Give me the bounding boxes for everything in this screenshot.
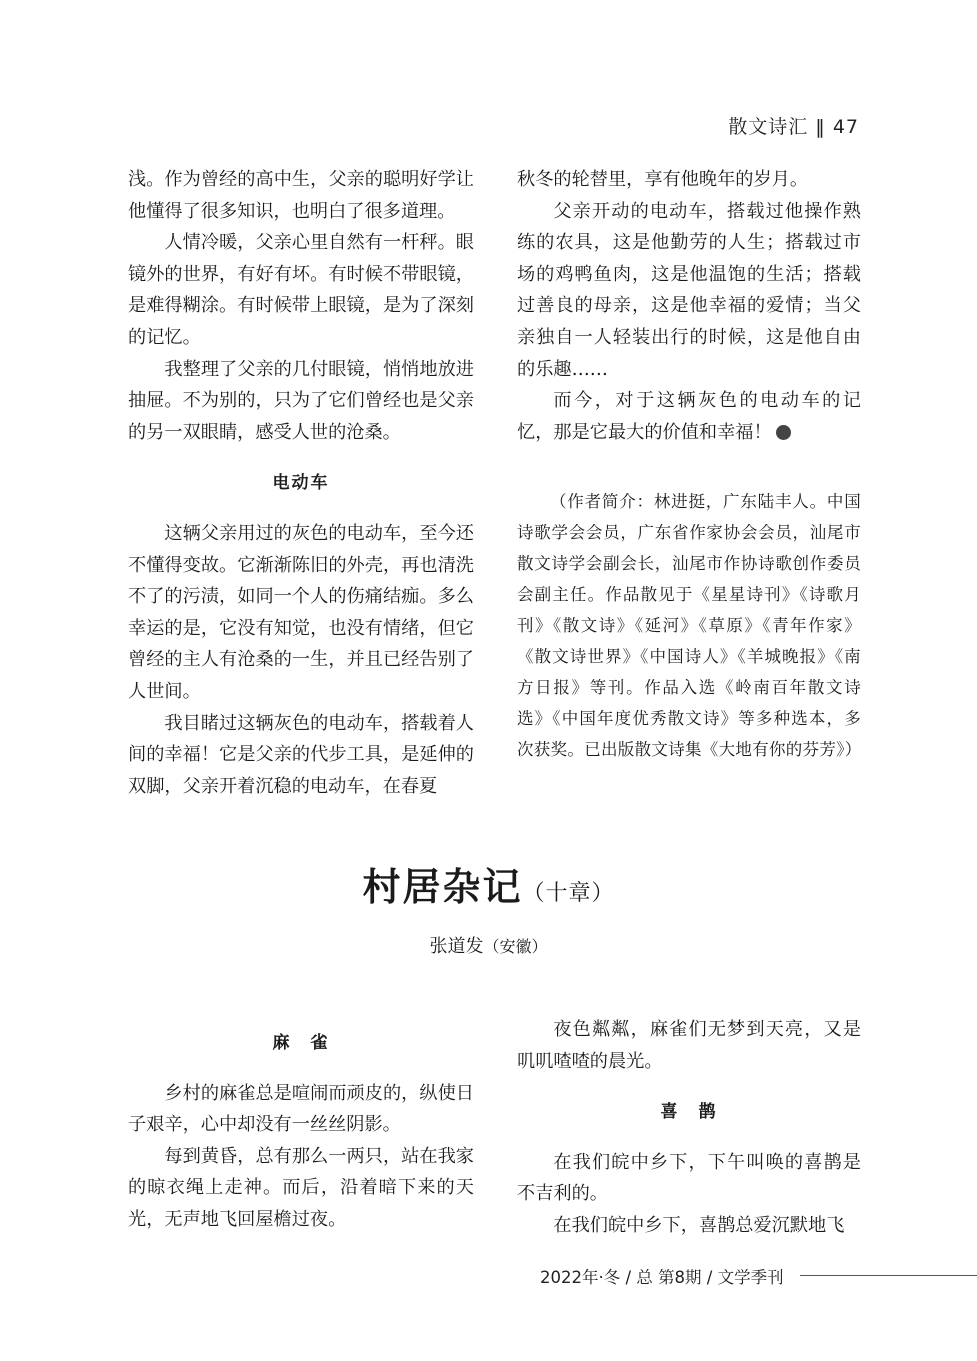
author-line xyxy=(0,932,977,958)
section-heading: 喜 鹊 xyxy=(660,1102,718,1123)
paragraph: 秋冬的轮替里，享有他晚年的岁月。 xyxy=(517,169,809,190)
page-footer: 2022年·冬 / 总 第8期 / 文学季刊 xyxy=(540,1268,784,1287)
lower-left-column xyxy=(128,1018,474,1236)
upper-left-column xyxy=(128,164,474,802)
header-separator: ‖ xyxy=(815,116,826,138)
section-name: 散文诗汇 xyxy=(728,116,809,138)
paragraph: 夜色粼粼，麻雀们无梦到天亮，又是叽叽喳喳的晨光。 xyxy=(517,1019,861,1072)
author-bio: （作者简介：林进挺，广东陆丰人。中国诗歌学会会员，广东省作家协会会员，汕尾市散文诗学会副会长，汕尾市作协诗歌创作委员会副主任。作品散见于《星星诗刊》《诗歌月刊》《散文诗》《延河》《草原》《青年作家》《散文诗世界》《中国诗人》《羊城晚报》《南方日报》等刊。作品入选《岭南百年散文诗选》《中国年度优秀散文诗》等多种选本，多次获奖。已出版散文诗集《大地有你的芬芳》） xyxy=(517,492,862,760)
end-mark-icon: 扌 xyxy=(776,425,791,440)
paragraph: 我目睹过这辆灰色的电动车，搭载着人间的幸福！它是父亲的代步工具，是延伸的双脚，父亲开着沉稳的电动车，在春夏 xyxy=(128,712,474,797)
footer-rule xyxy=(800,1275,977,1276)
author-name: 张道发 xyxy=(429,936,484,957)
title-main: 村居杂记 xyxy=(362,864,523,909)
paragraph: 浅。作为曾经的高中生，父亲的聪明好学让他懂得了很多知识，也明白了很多道理。 xyxy=(128,169,474,222)
page-number: 47 xyxy=(832,116,859,138)
paragraph: 这辆父亲用过的灰色的电动车，至今还不懂得变故。它渐渐陈旧的外壳，再也清洗不了的污渍，如同一个人的伤痛结痂。多么幸运的是，它没有知觉，也没有情绪，但它曾经的主人有沧桑的一生，并且已经告别了人世间。 xyxy=(128,522,474,702)
section-heading: 麻 雀 xyxy=(272,1033,330,1053)
paragraph: 在我们皖中乡下，下午叫唤的喜鹊是不吉利的。 xyxy=(517,1151,861,1205)
upper-right-column xyxy=(517,164,861,765)
paragraph: 每到黄昏，总有那么一两只，站在我家的晾衣绳上走神。而后，沿着暗下来的天光，无声地飞回屋檐过夜。 xyxy=(128,1145,474,1230)
running-header xyxy=(728,112,859,139)
paragraph-text: 而今，对于这辆灰色的电动车的记忆，那是它最大的价值和幸福！ xyxy=(517,390,861,443)
lower-right-column xyxy=(517,1014,861,1242)
paragraph: 在我们皖中乡下，喜鹊总爱沉默地飞 xyxy=(553,1214,845,1236)
author-region: （安徽） xyxy=(483,937,548,956)
article-title xyxy=(0,856,977,911)
title-suffix: （十章） xyxy=(522,881,615,906)
paragraph: 父亲开动的电动车，搭载过他操作熟练的农具，这是他勤劳的人生；搭载过市场的鸡鸭鱼肉，这是他温饱的生活；搭载过善良的母亲，这是他幸福的爱情；当父亲独自一人轻装出行的时候，这是他自由的乐趣…… xyxy=(517,200,861,380)
paragraph: 乡村的麻雀总是喧闹而顽皮的，纵使日子艰辛，心中却没有一丝丝阴影。 xyxy=(128,1082,474,1136)
section-heading: 电动车 xyxy=(272,473,330,494)
paragraph: 人情冷暖，父亲心里自然有一杆秤。眼镜外的世界，有好有坏。有时候不带眼镜，是难得糊涂。有时候带上眼镜，是为了深刻的记忆。 xyxy=(128,232,474,348)
paragraph: 我整理了父亲的几付眼镜，悄悄地放进抽屉。不为别的，只为了它们曾经也是父亲的另一双眼睛，感受人世的沧桑。 xyxy=(128,358,474,443)
paragraph xyxy=(517,385,861,448)
